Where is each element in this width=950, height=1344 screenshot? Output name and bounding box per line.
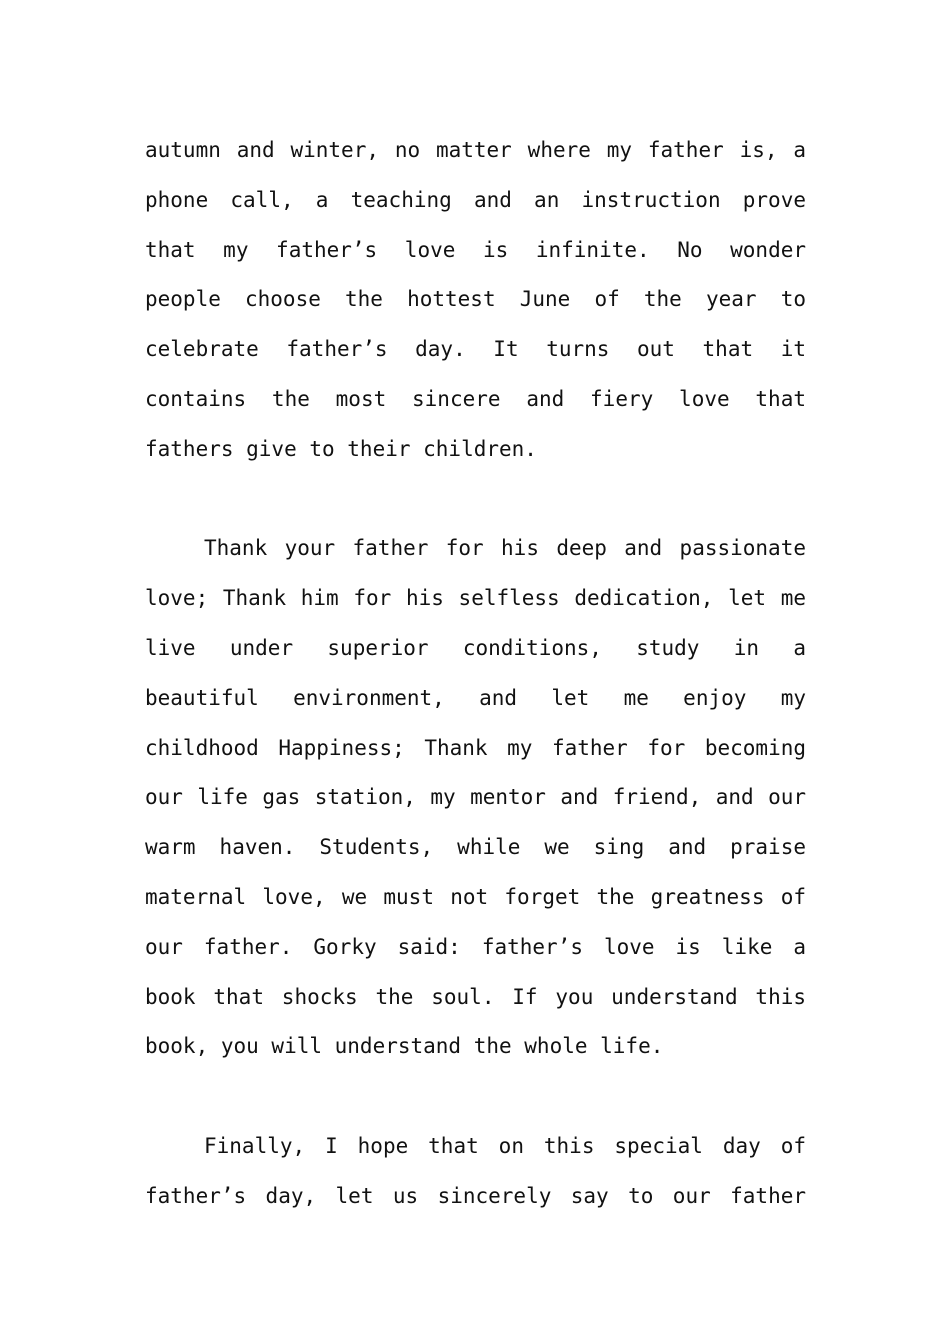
document-body xyxy=(145,126,806,1222)
text-line: people choose the hottest June of the year to xyxy=(145,287,806,312)
text-line: live under superior conditions, study in a xyxy=(145,635,806,660)
text-line: beautiful environment, and let me enjoy my xyxy=(145,685,806,710)
text-line: our father. Gorky said: father’s love is like a xyxy=(145,934,806,959)
text-line: book, you will understand the whole life. xyxy=(145,1034,664,1059)
text-line: Finally, I hope that on this special day of xyxy=(204,1133,806,1158)
text-line: father’s day, let us sincerely say to our father xyxy=(145,1183,806,1208)
text-line: that my father’s love is infinite. No wonder xyxy=(145,237,806,262)
text-line: contains the most sincere and fiery love that xyxy=(145,386,806,411)
text-line: autumn and winter, no matter where my father is, a xyxy=(145,138,806,162)
text-line: warm haven. Students, while we sing and praise xyxy=(145,835,806,860)
text-line: fathers give to their children. xyxy=(145,436,537,461)
paragraph-spacer xyxy=(145,1072,806,1122)
paragraph-2 xyxy=(145,524,806,1072)
text-line: celebrate father’s day. It turns out that it xyxy=(145,337,806,362)
text-line: our life gas station, my mentor and friend, and our xyxy=(145,785,806,810)
text-line: childhood Happiness; Thank my father for becoming xyxy=(145,735,806,760)
paragraph-3 xyxy=(145,1122,806,1222)
text-line: phone call, a teaching and an instruction prove xyxy=(145,187,806,212)
text-line: Thank your father for his deep and passionate xyxy=(204,536,806,561)
text-line: love; Thank him for his selfless dedication, let me xyxy=(145,586,806,611)
text-line: maternal love, we must not forget the greatness of xyxy=(145,884,806,909)
paragraph-1 xyxy=(145,126,806,475)
text-line: book that shocks the soul. If you understand this xyxy=(145,984,806,1009)
paragraph-spacer xyxy=(145,475,806,525)
